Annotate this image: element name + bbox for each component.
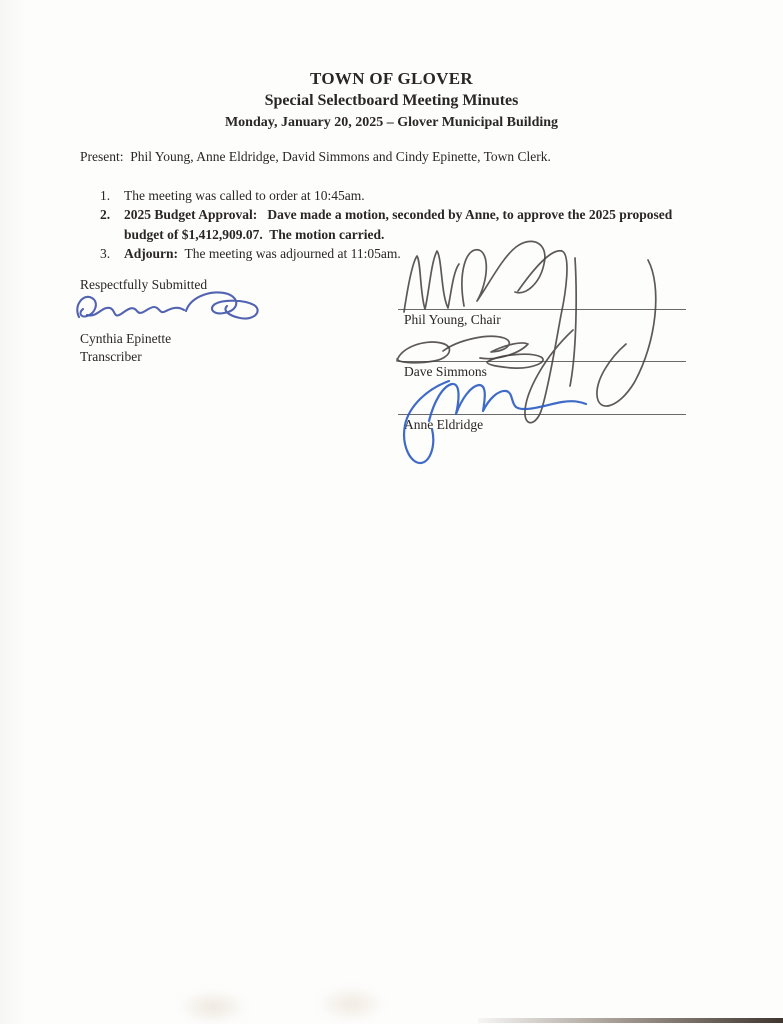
document-header [0,68,783,134]
item-regular-text: Dave made a motion, seconded by Anne, to approve the 2025 proposed budget of $1,412,909.07. The motion carried. [124,207,676,242]
signature-line-phil-young [398,309,686,328]
item-bold-text: 2025 Budget Approval: [124,207,258,223]
item-regular-text: The meeting was called to order at 10:45am. [124,188,365,203]
signature-label-dave-simmons: Dave Simmons [404,364,487,379]
item-number: 1. [100,188,111,203]
item-text [124,244,700,263]
page-title: TOWN OF GLOVER [310,69,473,88]
item-number: 3. [100,245,111,261]
page-subtitle: Special Selectboard Meeting Minutes [264,92,519,109]
signature-line-dave-simmons [398,361,686,380]
item-text [124,186,700,205]
signature-label-anne-eldridge: Anne Eldridge [404,417,484,432]
scan-smudge [178,990,248,1024]
list-item-1 [100,186,700,205]
item-number: 2. [100,207,111,223]
scan-edge-artifact [478,1018,783,1023]
transcriber-role: Transcriber [80,349,142,364]
respectfully-submitted-line: Respectfully Submitted [80,277,208,292]
signature-label-phil-young: Phil Young, Chair [404,312,501,327]
scan-smudge [316,986,386,1022]
signature-phil-young [404,241,656,422]
list-item-2 [100,205,700,244]
item-bold-text: Adjourn: [124,245,179,261]
signature-line-anne-eldridge [398,414,686,433]
minutes-list [100,186,700,263]
list-item-3 [100,244,700,263]
item-text [124,205,700,244]
item-regular-text: The meeting was adjourned at 11:05am. [178,245,401,261]
date-location-line: Monday, January 20, 2025 – Glover Municipal Building [224,115,559,130]
signature-cynthia-epinette [77,292,257,318]
present-line: Present: Phil Young, Anne Eldridge, David Simmons and Cindy Epinette, Town Clerk. [80,149,551,164]
transcriber-name: Cynthia Epinette [80,331,172,346]
